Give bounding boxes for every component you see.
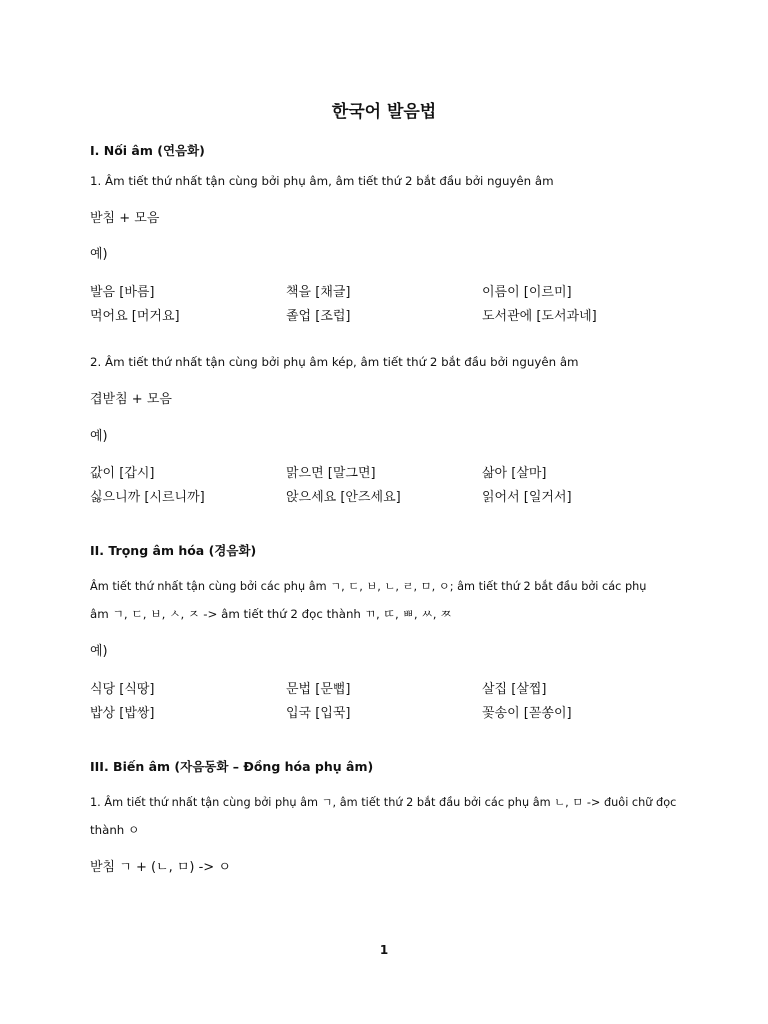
rule-description: 1. Âm tiết thứ nhất tận cùng bởi phụ âm ㄱ, âm tiết thứ 2 bắt đầu bởi các phụ âm ㄴ, ㅁ -> đuôi chữ đọc	[90, 796, 677, 809]
example-item: 졸업 [조럽]	[286, 309, 351, 324]
rule-description: 1. Âm tiết thứ nhất tận cùng bởi phụ âm, âm tiết thứ 2 bắt đầu bởi nguyên âm	[90, 174, 554, 188]
example-item: 읽어서 [일거서]	[482, 490, 572, 505]
rule-description: âm ㄱ, ㄷ, ㅂ, ㅅ, ㅈ -> âm tiết thứ 2 đọc thành ㄲ, ㄸ, ㅃ, ㅆ, ㅉ	[90, 607, 452, 621]
section-heading: II. Trọng âm hóa (경음화)	[90, 543, 257, 558]
example-item: 발음 [바름]	[90, 285, 155, 300]
example-label: 예)	[90, 644, 108, 659]
rule-description: 2. Âm tiết thứ nhất tận cùng bởi phụ âm kép, âm tiết thứ 2 bắt đầu bởi nguyên âm	[90, 355, 579, 369]
rule-description: Âm tiết thứ nhất tận cùng bởi các phụ âm ㄱ, ㄷ, ㅂ, ㄴ, ㄹ, ㅁ, ㅇ; âm tiết thứ 2 bắt đầu bởi các phụ	[90, 580, 647, 593]
page-title: 한국어 발음법	[331, 102, 437, 122]
example-item: 식당 [식땅]	[90, 682, 155, 697]
example-item: 살집 [살찝]	[482, 682, 547, 697]
section-heading: III. Biến âm (자음동화 – Đồng hóa phụ âm)	[90, 759, 374, 774]
section-heading: I. Nối âm (연음화)	[90, 143, 205, 158]
example-item: 먹어요 [머거요]	[90, 309, 180, 324]
page-number: 1	[379, 943, 389, 957]
example-item: 맑으면 [말그면]	[286, 466, 376, 481]
example-item: 밥상 [밥쌍]	[90, 706, 155, 721]
example-item: 싫으니까 [시르니까]	[90, 490, 205, 505]
example-item: 책을 [채글]	[286, 285, 351, 300]
example-item: 입국 [입꾹]	[286, 706, 351, 721]
rule-formula: 받침 + 모음	[90, 211, 160, 226]
example-item: 도서관에 [도서과네]	[482, 309, 597, 324]
example-item: 꽃송이 [꼳쏭이]	[482, 706, 572, 721]
rule-formula: 겹받침 + 모음	[90, 392, 172, 407]
example-item: 앉으세요 [안즈세요]	[286, 490, 401, 505]
example-item: 값이 [갑시]	[90, 466, 155, 481]
example-label: 예)	[90, 247, 108, 262]
example-item: 이름이 [이르미]	[482, 285, 572, 300]
rule-description: thành ㅇ	[90, 823, 140, 837]
example-item: 문법 [문뻡]	[286, 682, 351, 697]
example-label: 예)	[90, 429, 108, 444]
example-item: 삶아 [살마]	[482, 466, 547, 481]
rule-formula: 받침 ㄱ + (ㄴ, ㅁ) -> ㅇ	[90, 860, 231, 875]
